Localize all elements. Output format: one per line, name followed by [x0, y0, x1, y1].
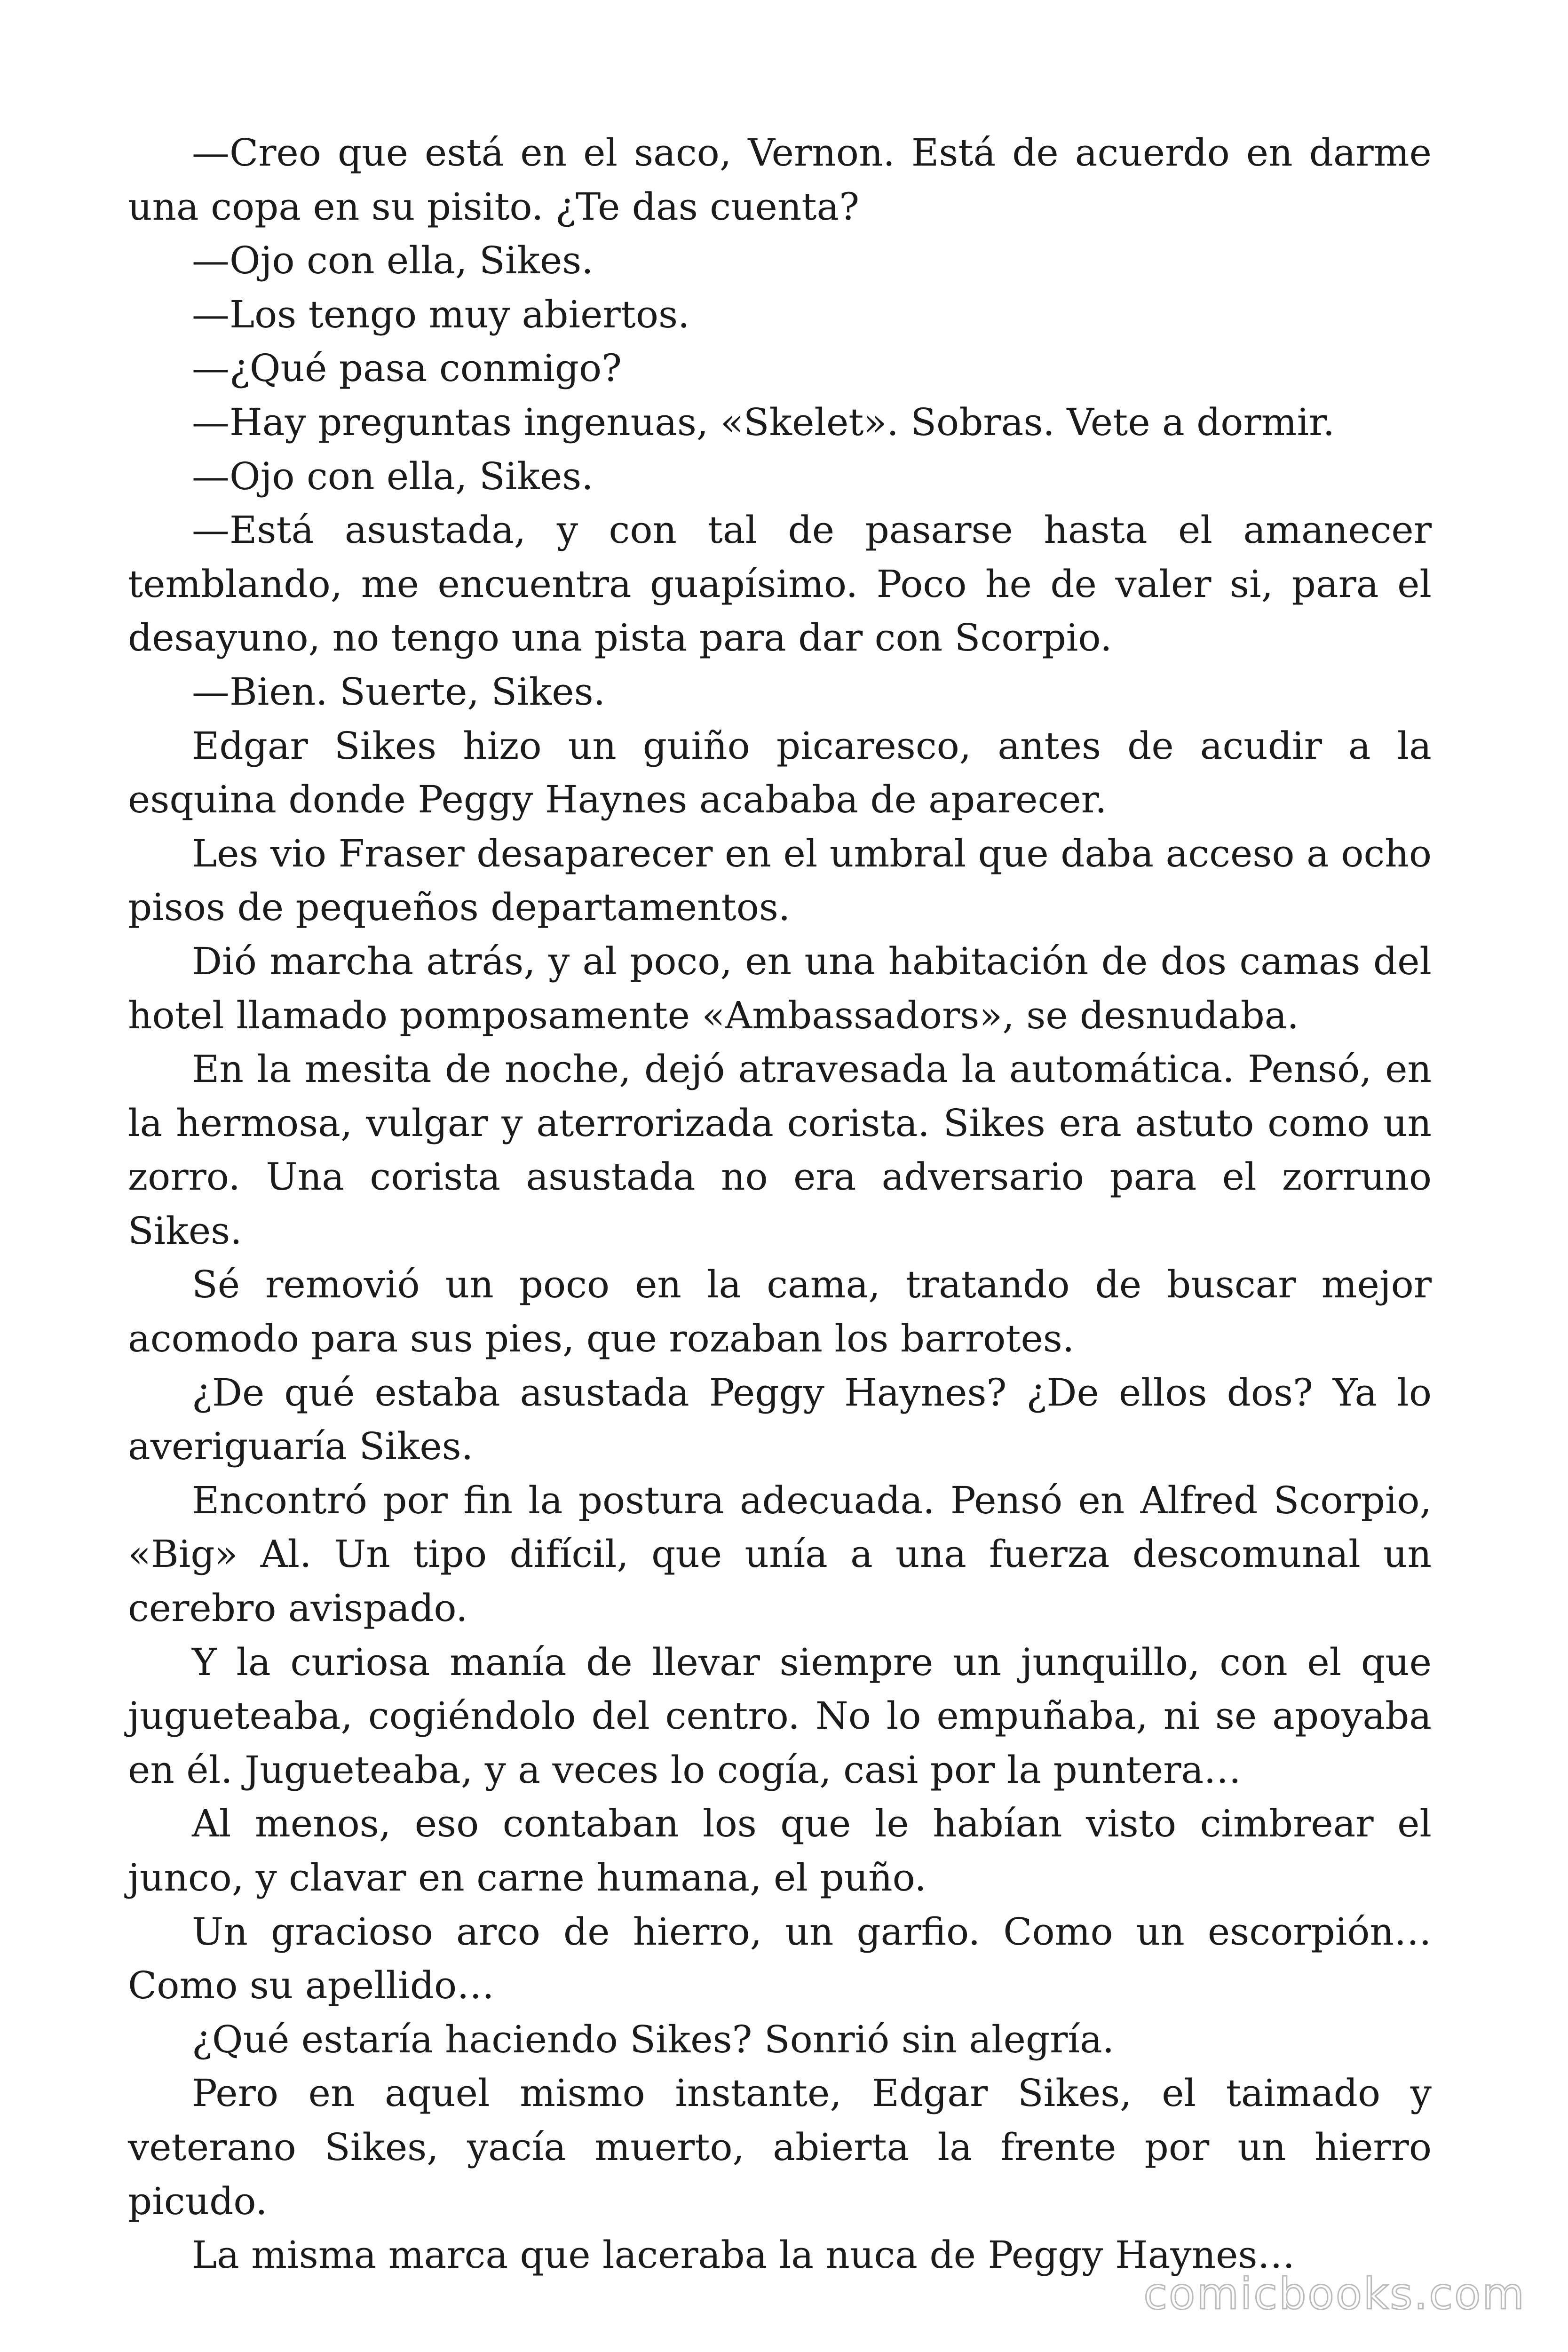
paragraph: Les vio Fraser desaparecer en el umbral que daba acceso a ocho pisos de pequeños departamentos.: [128, 831, 1432, 930]
paragraph: —¿Qué pasa conmigo?: [192, 346, 622, 390]
paragraph: —Bien. Suerte, Sikes.: [192, 669, 606, 714]
paragraph: —Hay preguntas ingenuas, «Skelet». Sobras. Vete a dormir.: [192, 400, 1335, 444]
paragraph: —Ojo con ella, Sikes.: [192, 238, 594, 283]
watermark: comicbooks.com: [1143, 2269, 1526, 2319]
paragraph: Y la curiosa manía de llevar siempre un junquillo, con el que jugueteaba, cogiéndolo del centro. No lo empuñaba, ni se apoyaba en él. Jugueteaba, y a veces lo cogía, casi por la puntera…: [128, 1640, 1432, 1792]
paragraph: En la mesita de noche, dejó atravesada la automática. Pensó, en la hermosa, vulgar y aterrorizada corista. Sikes era astuto como un zorro. Una corista asustada no era adversario para el zorruno Sikes.: [128, 1047, 1432, 1253]
paragraph: ¿Qué estaría haciendo Sikes? Sonrió sin alegría.: [192, 2017, 1115, 2061]
paragraph: La misma marca que laceraba la nuca de Peggy Haynes…: [192, 2233, 1295, 2277]
paragraph: —Ojo con ella, Sikes.: [192, 454, 594, 498]
paragraph: ¿De qué estaba asustada Peggy Haynes? ¿De ellos dos? Ya lo averiguaría Sikes.: [128, 1370, 1432, 1469]
paragraph: Dió marcha atrás, y al poco, en una habitación de dos camas del hotel llamado pomposamente «Ambassadors», se desnudaba.: [128, 939, 1432, 1037]
paragraph: —Los tengo muy abiertos.: [192, 292, 690, 336]
paragraph: Edgar Sikes hizo un guiño picaresco, antes de acudir a la esquina donde Peggy Haynes acababa de aparecer.: [128, 723, 1432, 822]
paragraph: Sé removió un poco en la cama, tratando de buscar mejor acomodo para sus pies, que rozaban los barrotes.: [128, 1263, 1432, 1361]
body-text: [128, 126, 1432, 2282]
paragraph: Encontró por fin la postura adecuada. Pensó en Alfred Scorpio, «Big» Al. Un tipo difícil, que unía a una fuerza descomunal un cerebro avispado.: [128, 1478, 1432, 1630]
paragraph: Un gracioso arco de hierro, un garfio. Como un escorpión… Como su apellido…: [128, 1909, 1432, 2008]
paragraph: Al menos, eso contaban los que le habían visto cimbrear el junco, y clavar en carne humana, el puño.: [128, 1802, 1432, 1899]
paragraph: —Está asustada, y con tal de pasarse hasta el amanecer temblando, me encuentra guapísimo. Poco he de valer si, para el desayuno, no tengo una pista para dar con Scorpio.: [128, 508, 1432, 660]
paragraph: —Creo que está en el saco, Vernon. Está de acuerdo en darme una copa en su pisito. ¿Te das cuenta?: [128, 131, 1432, 229]
paragraph: Pero en aquel mismo instante, Edgar Sikes, el taimado y veterano Sikes, yacía muerto, abierta la frente por un hierro picudo.: [128, 2071, 1432, 2223]
